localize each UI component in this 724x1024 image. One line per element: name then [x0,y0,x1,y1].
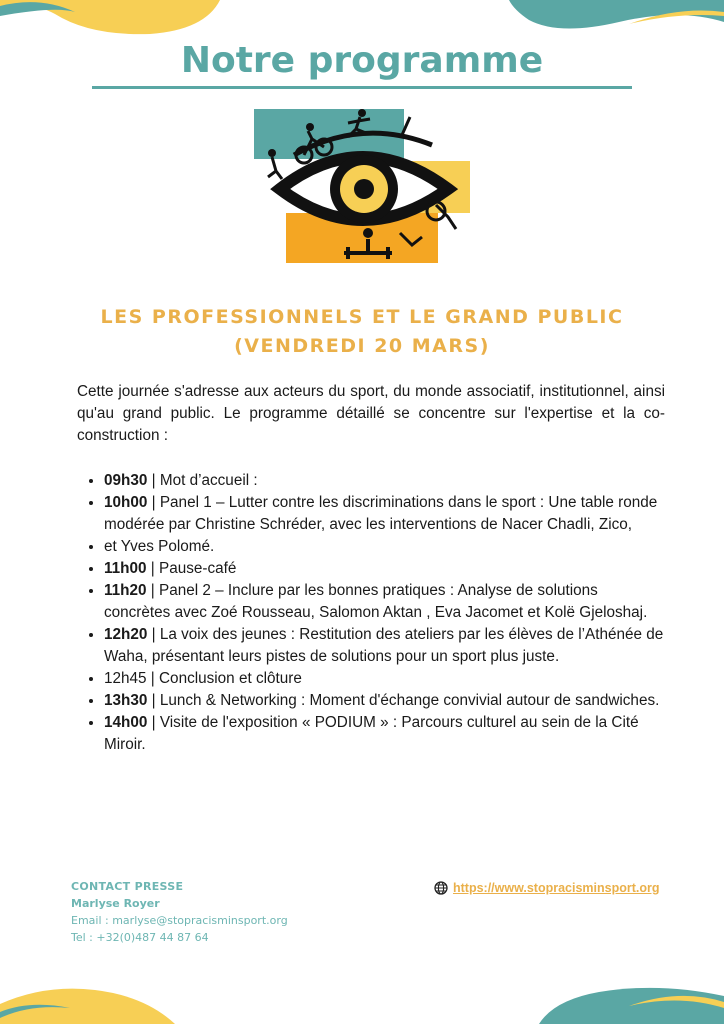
top-right-decoration [509,0,724,38]
program-text: | Panel 1 – Lutter contre les discriminations dans le sport : Une table ronde modérée par Christine Schréder, avec les interventions de Nacer Chadli, Zico, [104,494,658,533]
page-title: Notre programme [180,40,544,81]
program-text: | Mot d’accueil : [147,472,258,489]
program-time: 11h00 [104,560,147,577]
program-item [104,536,664,558]
program-time: 10h00 [104,494,148,511]
program-text: | La voix des jeunes : Restitution des ateliers par les élèves de l’Athénée de Waha, présentant leurs pistes de solutions pour un sport plus juste. [104,626,664,665]
program-item [104,580,664,624]
bottom-right-decoration [539,982,724,1024]
intro-paragraph: Cette journée s'adresse aux acteurs du sport, du monde associatif, institutionnel, ainsi qu'au grand public. Le programme détaillé se concentre sur l'expertise et la co-construction : [77,383,665,444]
contact-heading: CONTACT PRESSE [71,880,184,893]
program-text: et Yves Polomé. [104,538,215,555]
program-item [104,492,664,536]
program-text: 12h45 | Conclusion et clôture [104,670,302,687]
website-link[interactable]: https://www.stopracisminsport.org [453,881,660,895]
program-time: 12h20 [104,626,148,643]
program-list [82,470,664,756]
title-underline [92,86,632,89]
program-text: | Panel 2 – Inclure par les bonnes pratiques : Analyse de solutions concrètes avec Zoé Rousseau, Salomon Aktan , Eva Jacomet et Kolë Gjeloshaj. [104,582,648,621]
subtitle-line-1: LES PROFESSIONNELS ET LE GRAND PUBLIC [100,306,624,328]
program-item [104,690,664,712]
contact-email[interactable]: Email : marlyse@stopracisminsport.org [71,914,288,927]
website-block [434,881,660,895]
globe-icon [434,881,448,895]
program-item [104,668,664,690]
program-item [104,712,664,756]
program-time: 11h20 [104,582,147,599]
bottom-left-decoration [0,982,175,1024]
section-subtitle [0,303,724,361]
program-item [104,470,664,492]
program-time: 14h00 [104,714,148,731]
program-item [104,624,664,668]
press-contact [71,878,288,946]
program-time: 09h30 [104,472,148,489]
contact-name: Marlyse Royer [71,897,160,910]
program-item [104,558,664,580]
program-time: 13h30 [104,692,148,709]
eye-sport-logo [252,105,474,270]
top-left-decoration [0,0,220,40]
subtitle-line-2: (VENDREDI 20 MARS) [234,335,490,357]
program-text: | Visite de l'exposition « PODIUM » : Parcours culturel au sein de la Cité Miroir. [104,714,639,753]
program-text: | Lunch & Networking : Moment d'échange convivial autour de sandwiches. [147,692,660,709]
contact-phone: Tel : +32(0)487 44 87 64 [71,931,209,944]
program-text: | Pause-café [146,560,237,577]
